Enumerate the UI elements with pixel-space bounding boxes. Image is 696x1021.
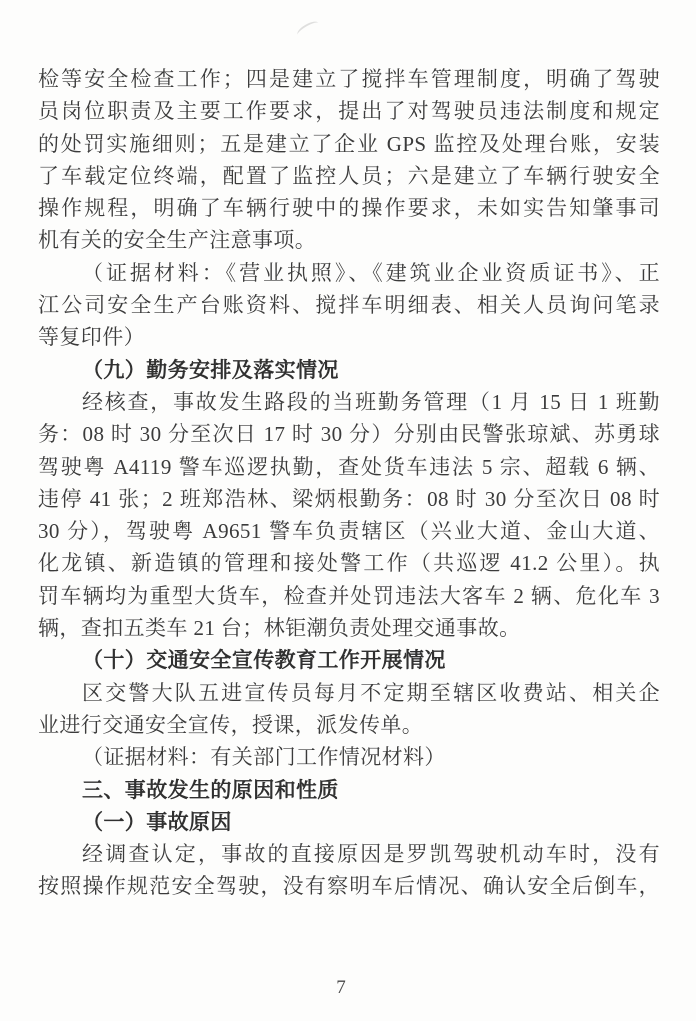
text-line: 操作规程，明确了车辆行驶中的操作要求，未如实告知肇事司 (38, 196, 660, 221)
text-line: 务：08 时 30 分至次日 17 时 30 分）分别由民警张琼斌、苏勇球 (38, 422, 660, 447)
section-heading: （一）事故原因 (82, 809, 232, 834)
text-line: 30 分），驾驶粤 A9651 警车负责辖区（兴业大道、金山大道、 (38, 519, 660, 544)
text-line: 江公司安全生产台账资料、搅拌车明细表、相关人员询问笔录 (38, 293, 660, 318)
section-heading: 三、事故发生的原因和性质 (82, 777, 339, 802)
text-line: 员岗位职责及主要工作要求，提出了对驾驶员违法制度和规定 (38, 99, 660, 124)
text-line: 机有关的安全生产注意事项。 (38, 228, 317, 253)
text-line: 化龙镇、新造镇的管理和接处警工作（共巡逻 41.2 公里）。执 (38, 551, 660, 576)
text-line: 罚车辆均为重型大货车，检查并处罚违法大客车 2 辆、危化车 3 (38, 583, 660, 608)
text-line: （证据材料：有关部门工作情况材料） (82, 745, 446, 770)
page-number: 7 (336, 977, 346, 998)
section-heading: （十）交通安全宣传教育工作开展情况 (82, 648, 446, 673)
text-line: 驾驶粤 A4119 警车巡逻执勤，查处货车违法 5 宗、超载 6 辆、 (38, 454, 660, 479)
text-line: 检等安全检查工作；四是建立了搅拌车管理制度，明确了驾驶 (38, 67, 660, 91)
text-line: 按照操作规范安全驾驶，没有察明车后情况、确认安全后倒车， (38, 874, 660, 899)
text-line: （证据材料：《营业执照》、《建筑业企业资质证书》、正 (82, 260, 660, 285)
text-line: 的处罚实施细则；五是建立了企业 GPS 监控及处理台账，安装 (38, 131, 660, 156)
text-line: 经调查认定，事故的直接原因是罗凯驾驶机动车时，没有 (82, 842, 660, 867)
text-line: 违停 41 张；2 班郑浩林、梁炳根勤务：08 时 30 分至次日 08 时 (38, 486, 660, 511)
text-line: 等复印件） (38, 325, 145, 350)
text-line: 了车载定位终端，配置了监控人员；六是建立了车辆行驶安全 (38, 163, 660, 188)
section-heading: （九）勤务安排及落实情况 (82, 357, 339, 382)
text-line: 经核查，事故发生路段的当班勤务管理（1 月 15 日 1 班勤 (82, 389, 660, 414)
scan-artifact (295, 19, 321, 40)
text-line: 业进行交通安全宣传，授课，派发传单。 (38, 712, 424, 737)
text-line: 辆，查扣五类车 21 台；林钜潮负责处理交通事故。 (38, 616, 521, 641)
text-line: 区交警大队五进宣传员每月不定期至辖区收费站、相关企 (82, 680, 660, 705)
document-text (38, 63, 660, 903)
